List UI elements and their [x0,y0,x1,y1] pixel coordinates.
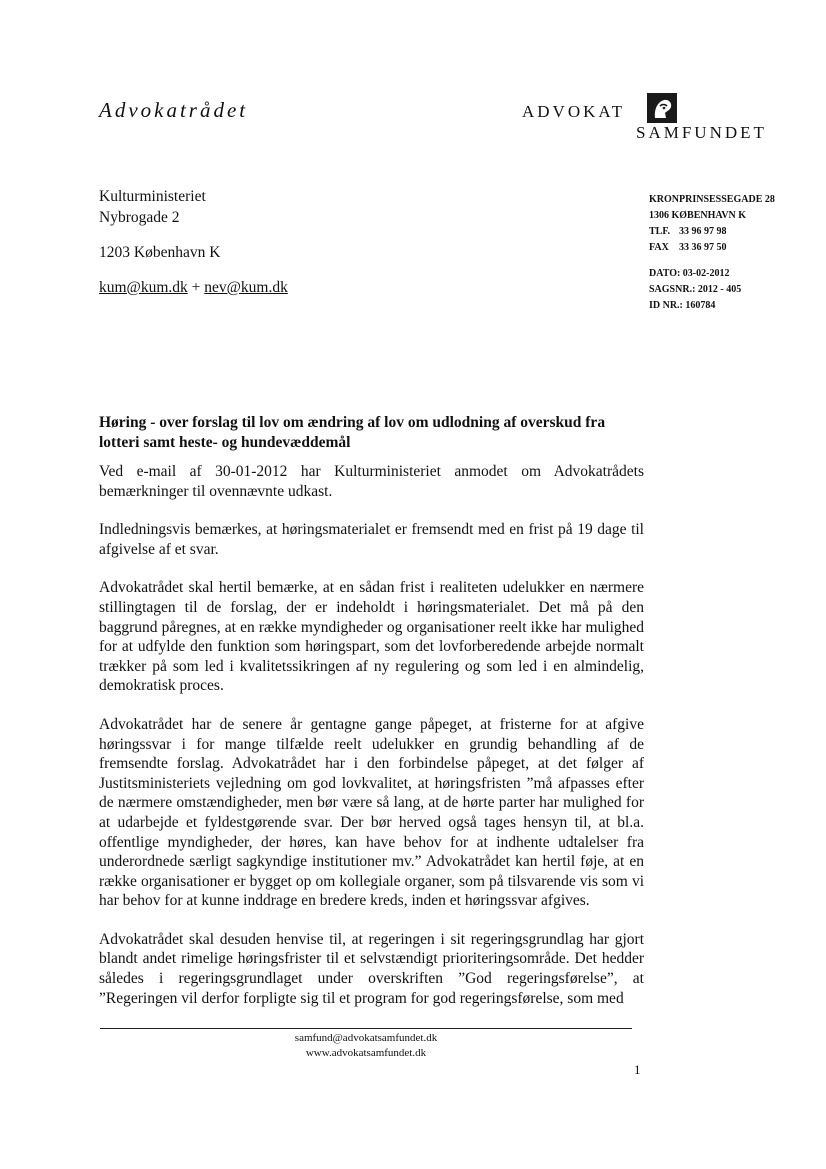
body-paragraph-1: Ved e-mail af 30-01-2012 har Kulturministeriet anmodet om Advokatrådets bemærkninger til ovennævnte udkast. [99,463,644,500]
footer-website[interactable]: www.advokatsamfundet.dk [305,1047,427,1059]
sender-street: KRONPRINSESSEGADE 28 [649,194,775,205]
phone-label: TLF. [649,226,671,237]
body-paragraph-2: Indledningsvis bemærkes, at høringsmaterialet er fremsendt med en frist på 19 dage til afgivelse af et svar. [99,521,644,558]
recipient-street: Nybrogade 2 [99,209,180,226]
body-paragraph-3: Advokatrådet skal hertil bemærke, at en sådan frist i realiteten udelukker en nærmere stillingtagen til de forslag, der er indeholdt i høringsmaterialet. Det må på den baggrund påregnes, at en række myndigheder og organisationer reelt ikke har mulighed for at udfylde den funktion som høringspart, som det lovforberedende arbejde normalt trækker på som led i kvalitetssikringen af ny regulering og som led i en almindelig, demokratisk proces. [99,579,644,695]
recipient-city: 1203 København K [99,244,221,261]
page-number: 1 [634,1062,641,1077]
phone-number: 33 96 97 98 [679,226,727,237]
sender-phone [649,224,775,240]
id-number: ID NR.: 160784 [649,300,716,311]
recipient-name: Kulturministeriet [99,188,206,205]
recipient-email-link-2[interactable]: nev@kum.dk [204,279,288,296]
advokatsamfundet-logo [522,92,782,148]
letter-subject: Høring - over forslag til lov om ændring af lov om udlodning af overskud fra lotteri samt heste- og hundevæddemål [99,414,606,451]
email-separator: + [187,279,205,296]
case-number: SAGSNR.: 2012 - 405 [649,284,742,295]
fax-number: 33 36 97 50 [679,242,727,253]
recipient-email-line [99,277,288,298]
body-paragraph-5: Advokatrådet skal desuden henvise til, at regeringen i sit regeringsgrundlag har gjort blandt andet rimelige høringsfrister til et selvstændigt prioriteringsområde. Det hedder således i regeringsgrundlaget under overskriften ”God regeringsførelse”, at ”Regeringen vil derfor forpligte sig til et program for god regeringsførelse, som med [99,930,644,1007]
sender-city: 1306 KØBENHAVN K [649,210,747,221]
sender-details [649,192,775,314]
page-footer [100,1031,632,1061]
knight-helmet-logo-icon [646,92,678,124]
recipient-email-link-1[interactable]: kum@kum.dk [99,279,188,296]
letter-date: DATO: 03-02-2012 [649,268,730,279]
logo-word-samfundet: SAMFUNDET [636,123,767,142]
recipient-address [99,186,288,298]
footer-email[interactable]: samfund@advokatsamfundet.dk [294,1032,438,1044]
letterhead-left-brand: Advokatrådet [99,98,249,122]
logo-word-advokat: ADVOKAT [522,102,626,121]
body-paragraph-4: Advokatrådet har de senere år gentagne gange påpeget, at fristerne for at afgive høringssvar i for mange tilfælde reelt udelukker en grundig behandling af de fremsendte forslag. Advokatrådet har i den forbindelse påpeget, at det følger af Justitsministeriets vejledning om god lovkvalitet, at høringsfristen ”må afpasses efter de nærmere omstændigheder, men bør være så lang, at de hørte parter har mulighed for at udarbejde et fyldestgørende svar. Der bør herved også tages hensyn til, at bl.a. offentlige myndigheder, der høres, kan have behov for at indhente udtalelser fra underordnede særligt sagkyndige institutioner mv.” Advokatrådet kan hertil føje, at en række organisationer er bygget op om kollegiale organer, som på tilsvarende vis som vi har behov for at kunne inddrage en bredere kreds, inden et høringssvar afgives. [99,715,644,910]
letter-body [99,462,644,1027]
fax-label: FAX [649,242,669,253]
footer-divider [100,1028,632,1029]
sender-fax [649,240,775,256]
